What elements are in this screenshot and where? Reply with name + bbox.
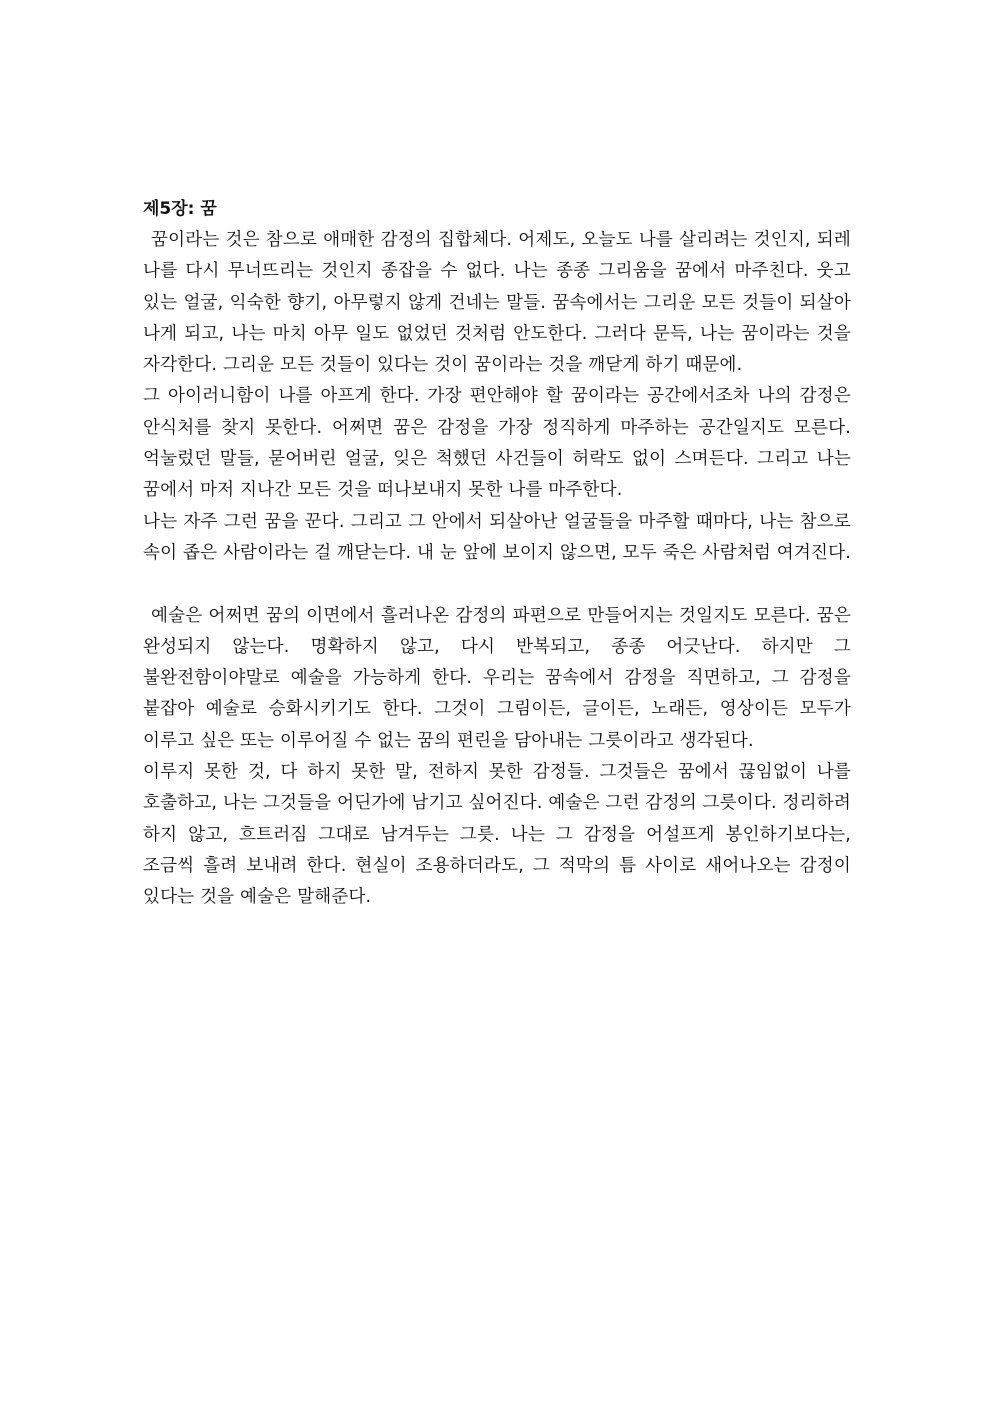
paragraph: 이루지 못한 것, 다 하지 못한 말, 전하지 못한 감정들. 그것들은 꿈에서 끊임없이 나를 호출하고, 나는 그것들을 어딘가에 남기고 싶어진다. 예술은 그런 감정의 그릇이다. 정리하려 하지 않고, 흐트러짐 그대로 남겨두는 그릇. 나는 그 감정을 어설프게 봉인하기보다는, 조금씩 흘려 보내려 한다. 현실이 조용하더라도, 그 적막의 틈 사이로 새어나오는 감정이 있다는 것을 예술은 말해준다. [143, 762, 851, 908]
paragraph: 그 아이러니함이 나를 아프게 한다. 가장 편안해야 할 꿈이라는 공간에서조차 나의 감정은 안식처를 찾지 못한다. 어쩌면 꿈은 감정을 가장 정직하게 마주하는 공간일지도 모른다. 억눌렀던 말들, 묻어버린 얼굴, 잊은 척했던 사건들이 허락도 없이 스며든다. 그리고 나는 꿈에서 마저 지나간 모든 것을 떠나보내지 못한 나를 마주한다. [143, 386, 851, 501]
document-body [143, 194, 851, 914]
paragraph: 예술은 어쩌면 꿈의 이면에서 흘러나온 감정의 파편으로 만들어지는 것일지도 모른다. 꿈은 완성되지 않는다. 명확하지 않고, 다시 반복되고, 종종 어긋난다. 하지만 그 불완전함이야말로 예술을 가능하게 한다. 우리는 꿈속에서 감정을 직면하고, 그 감정을 붙잡아 예술로 승화시키기도 한다. 그것이 그림이든, 글이든, 노래든, 영상이든 모두가 이루고 싶은 또는 이루어질 수 없는 꿈의 편린을 담아내는 그릇이라고 생각된다. [143, 605, 851, 751]
paragraph: 꿈이라는 것은 참으로 애매한 감정의 집합체다. 어제도, 오늘도 나를 살리려는 것인지, 되레 나를 다시 무너뜨리는 것인지 종잡을 수 없다. 나는 종종 그리움을 꿈에서 마주친다. 웃고 있는 얼굴, 익숙한 향기, 아무렇지 않게 건네는 말들. 꿈속에서는 그리운 모든 것들이 되살아 나게 되고, 나는 마치 아무 일도 없었던 것처럼 안도한다. 그러다 문득, 나는 꿈이라는 것을 자각한다. 그리운 모든 것들이 있다는 것이 꿈이라는 것을 깨닫게 하기 때문에. [143, 230, 851, 376]
paragraph: 나는 자주 그런 꿈을 꾼다. 그리고 그 안에서 되살아난 얼굴들을 마주할 때마다, 나는 참으로 속이 좁은 사람이라는 걸 깨닫는다. 내 눈 앞에 보이지 않으면, 모두 죽은 사람처럼 여겨진다. [143, 511, 851, 563]
paragraph-spacer [143, 569, 851, 600]
chapter-title: 제5장: 꿈 [143, 199, 217, 219]
